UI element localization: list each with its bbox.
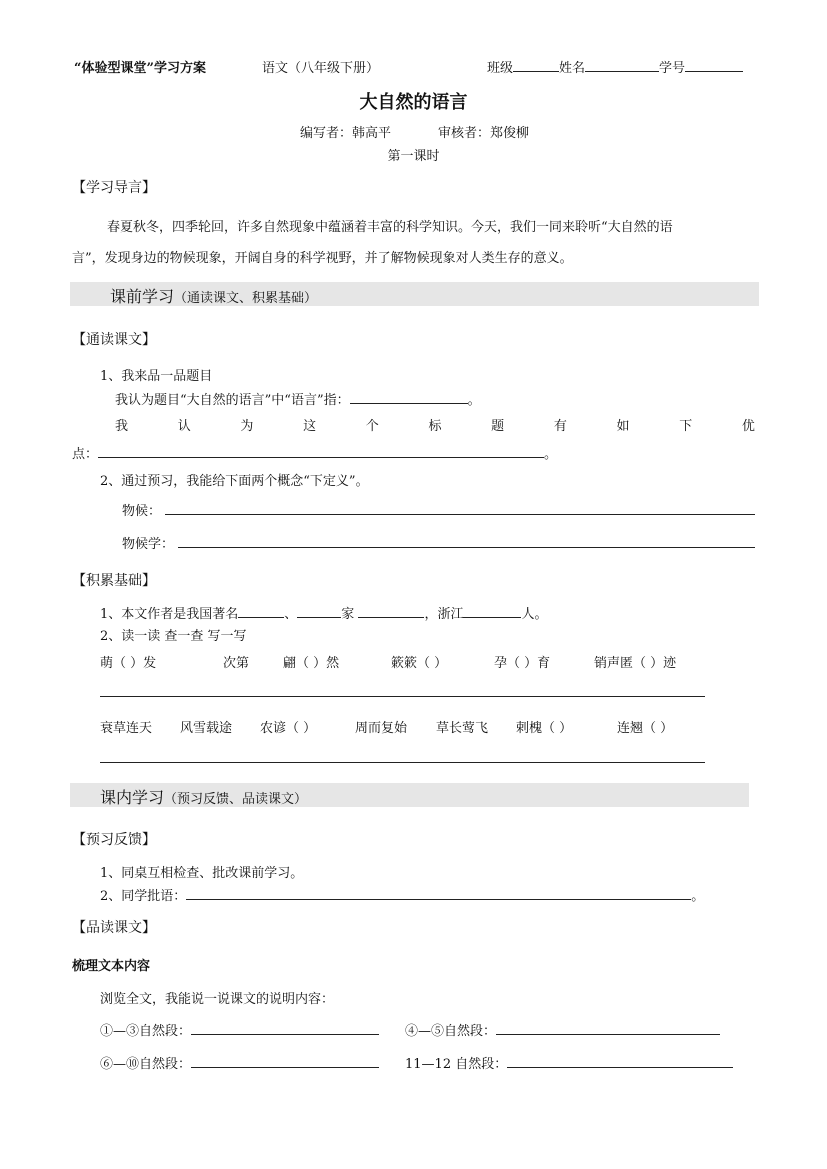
author-name-blank[interactable] <box>358 603 424 618</box>
word-11: 草长莺飞 <box>436 721 489 736</box>
basis-heading: 【积累基础】 <box>72 573 156 589</box>
question-1b-end: 点： 。 <box>72 443 557 462</box>
feedback-2: 2、同学批语： 。 <box>100 885 704 904</box>
wuhou-blank[interactable] <box>165 514 755 515</box>
in-class-title: 课内学习 <box>100 788 165 807</box>
paragraph-group-4-blank[interactable] <box>507 1053 733 1068</box>
pre-class-band <box>70 282 759 306</box>
word-8: 风雪载途 <box>180 721 233 736</box>
paragraph-group-2: ④—⑤自然段： <box>405 1020 720 1039</box>
close-read-heading: 【品读课文】 <box>72 920 156 936</box>
word-3: 翩（ ）然 <box>283 656 340 671</box>
page-title: 大自然的语言 <box>359 92 468 113</box>
paragraph-group-2-blank[interactable] <box>496 1020 720 1035</box>
paragraph-group-3-blank[interactable] <box>191 1053 379 1068</box>
question-2: 2、通过预习，我能给下面两个概念“下定义”。 <box>100 474 369 489</box>
class-label: 班级 <box>487 61 514 76</box>
paragraph-group-3: ⑥—⑩自然段： <box>100 1053 379 1072</box>
feedback-heading: 【预习反馈】 <box>72 832 156 848</box>
word-1: 萌（ ）发 <box>100 656 157 671</box>
author-title-blank-1[interactable] <box>238 603 284 618</box>
word-6: 销声匿（ ）迹 <box>594 656 677 671</box>
number-label: 学号 <box>659 61 686 76</box>
question-1a: 我认为题目“大自然的语言”中“语言”指： 。 <box>115 389 481 408</box>
name-blank[interactable] <box>585 57 659 72</box>
class-blank[interactable] <box>513 57 559 72</box>
words-write-line-1[interactable] <box>100 696 705 697</box>
plan-title: “体验型课堂”学习方案 <box>74 61 206 76</box>
browse-instruction: 浏览全文，我能说一说课文的说明内容： <box>100 992 335 1007</box>
wuhouxue-label: 物候学： <box>122 537 175 552</box>
in-class-subtitle: （预习反馈、品读课文） <box>164 792 308 807</box>
paragraph-group-1-blank[interactable] <box>191 1020 379 1035</box>
word-13: 连翘（ ） <box>617 721 674 736</box>
word-10: 周而复始 <box>355 721 408 736</box>
author-hometown-blank[interactable] <box>463 603 521 618</box>
student-info <box>487 57 743 76</box>
feedback-1: 1、同桌互相检查、批改课前学习。 <box>100 866 304 881</box>
reviewer: 审核者：郑俊柳 <box>438 126 530 141</box>
paragraph-group-4: 11—12 自然段： <box>405 1053 733 1072</box>
number-blank[interactable] <box>685 57 743 72</box>
peer-comment-blank[interactable] <box>186 885 691 900</box>
question-1b-row: 我 认 为 这 个 标 题 有 如 下 优 <box>115 419 755 434</box>
title-merits-blank[interactable] <box>98 443 544 458</box>
basis-question-1: 1、本文作者是我国著名 、 家 ，浙江 人。 <box>100 603 547 622</box>
subject-label: 语文（八年级下册） <box>262 61 380 76</box>
word-4: 簌簌（ ） <box>391 656 448 671</box>
basis-question-2: 2、读一读 查一查 写一写 <box>100 629 247 644</box>
in-class-band <box>70 783 749 807</box>
author-title-blank-2[interactable] <box>297 603 341 618</box>
word-7: 衰草连天 <box>100 721 153 736</box>
read-heading: 【通读课文】 <box>72 332 156 348</box>
writer: 编写者：韩高平 <box>300 126 392 141</box>
guide-line-1: 春夏秋冬，四季轮回，许多自然现象中蕴涵着丰富的科学知识。今天，我们一同来聆听“大自然的语 <box>107 220 673 235</box>
word-12: 剌槐（ ） <box>516 721 573 736</box>
wuhouxue-blank[interactable] <box>178 547 755 548</box>
sort-content-heading: 梳理文本内容 <box>72 959 151 974</box>
wuhou-label: 物候： <box>122 504 162 519</box>
guide-heading: 【学习导言】 <box>72 180 156 196</box>
word-2: 次第 <box>223 656 250 671</box>
guide-line-2: 言”，发现身边的物候现象，开阔自身的科学视野，并了解物候现象对人类生存的意义。 <box>72 251 573 266</box>
pre-class-title: 课前学习 <box>110 287 175 306</box>
lesson-number: 第一课时 <box>387 149 440 164</box>
question-1: 1、我来品一品题目 <box>100 369 213 384</box>
language-meaning-blank[interactable] <box>350 389 468 404</box>
word-9: 农谚（ ） <box>260 721 317 736</box>
word-5: 孕（ ）育 <box>494 656 551 671</box>
pre-class-subtitle: （通读课文、积累基础） <box>174 291 318 306</box>
name-label: 姓名 <box>559 61 586 76</box>
words-write-line-2[interactable] <box>100 762 705 763</box>
paragraph-group-1: ①—③自然段： <box>100 1020 379 1039</box>
